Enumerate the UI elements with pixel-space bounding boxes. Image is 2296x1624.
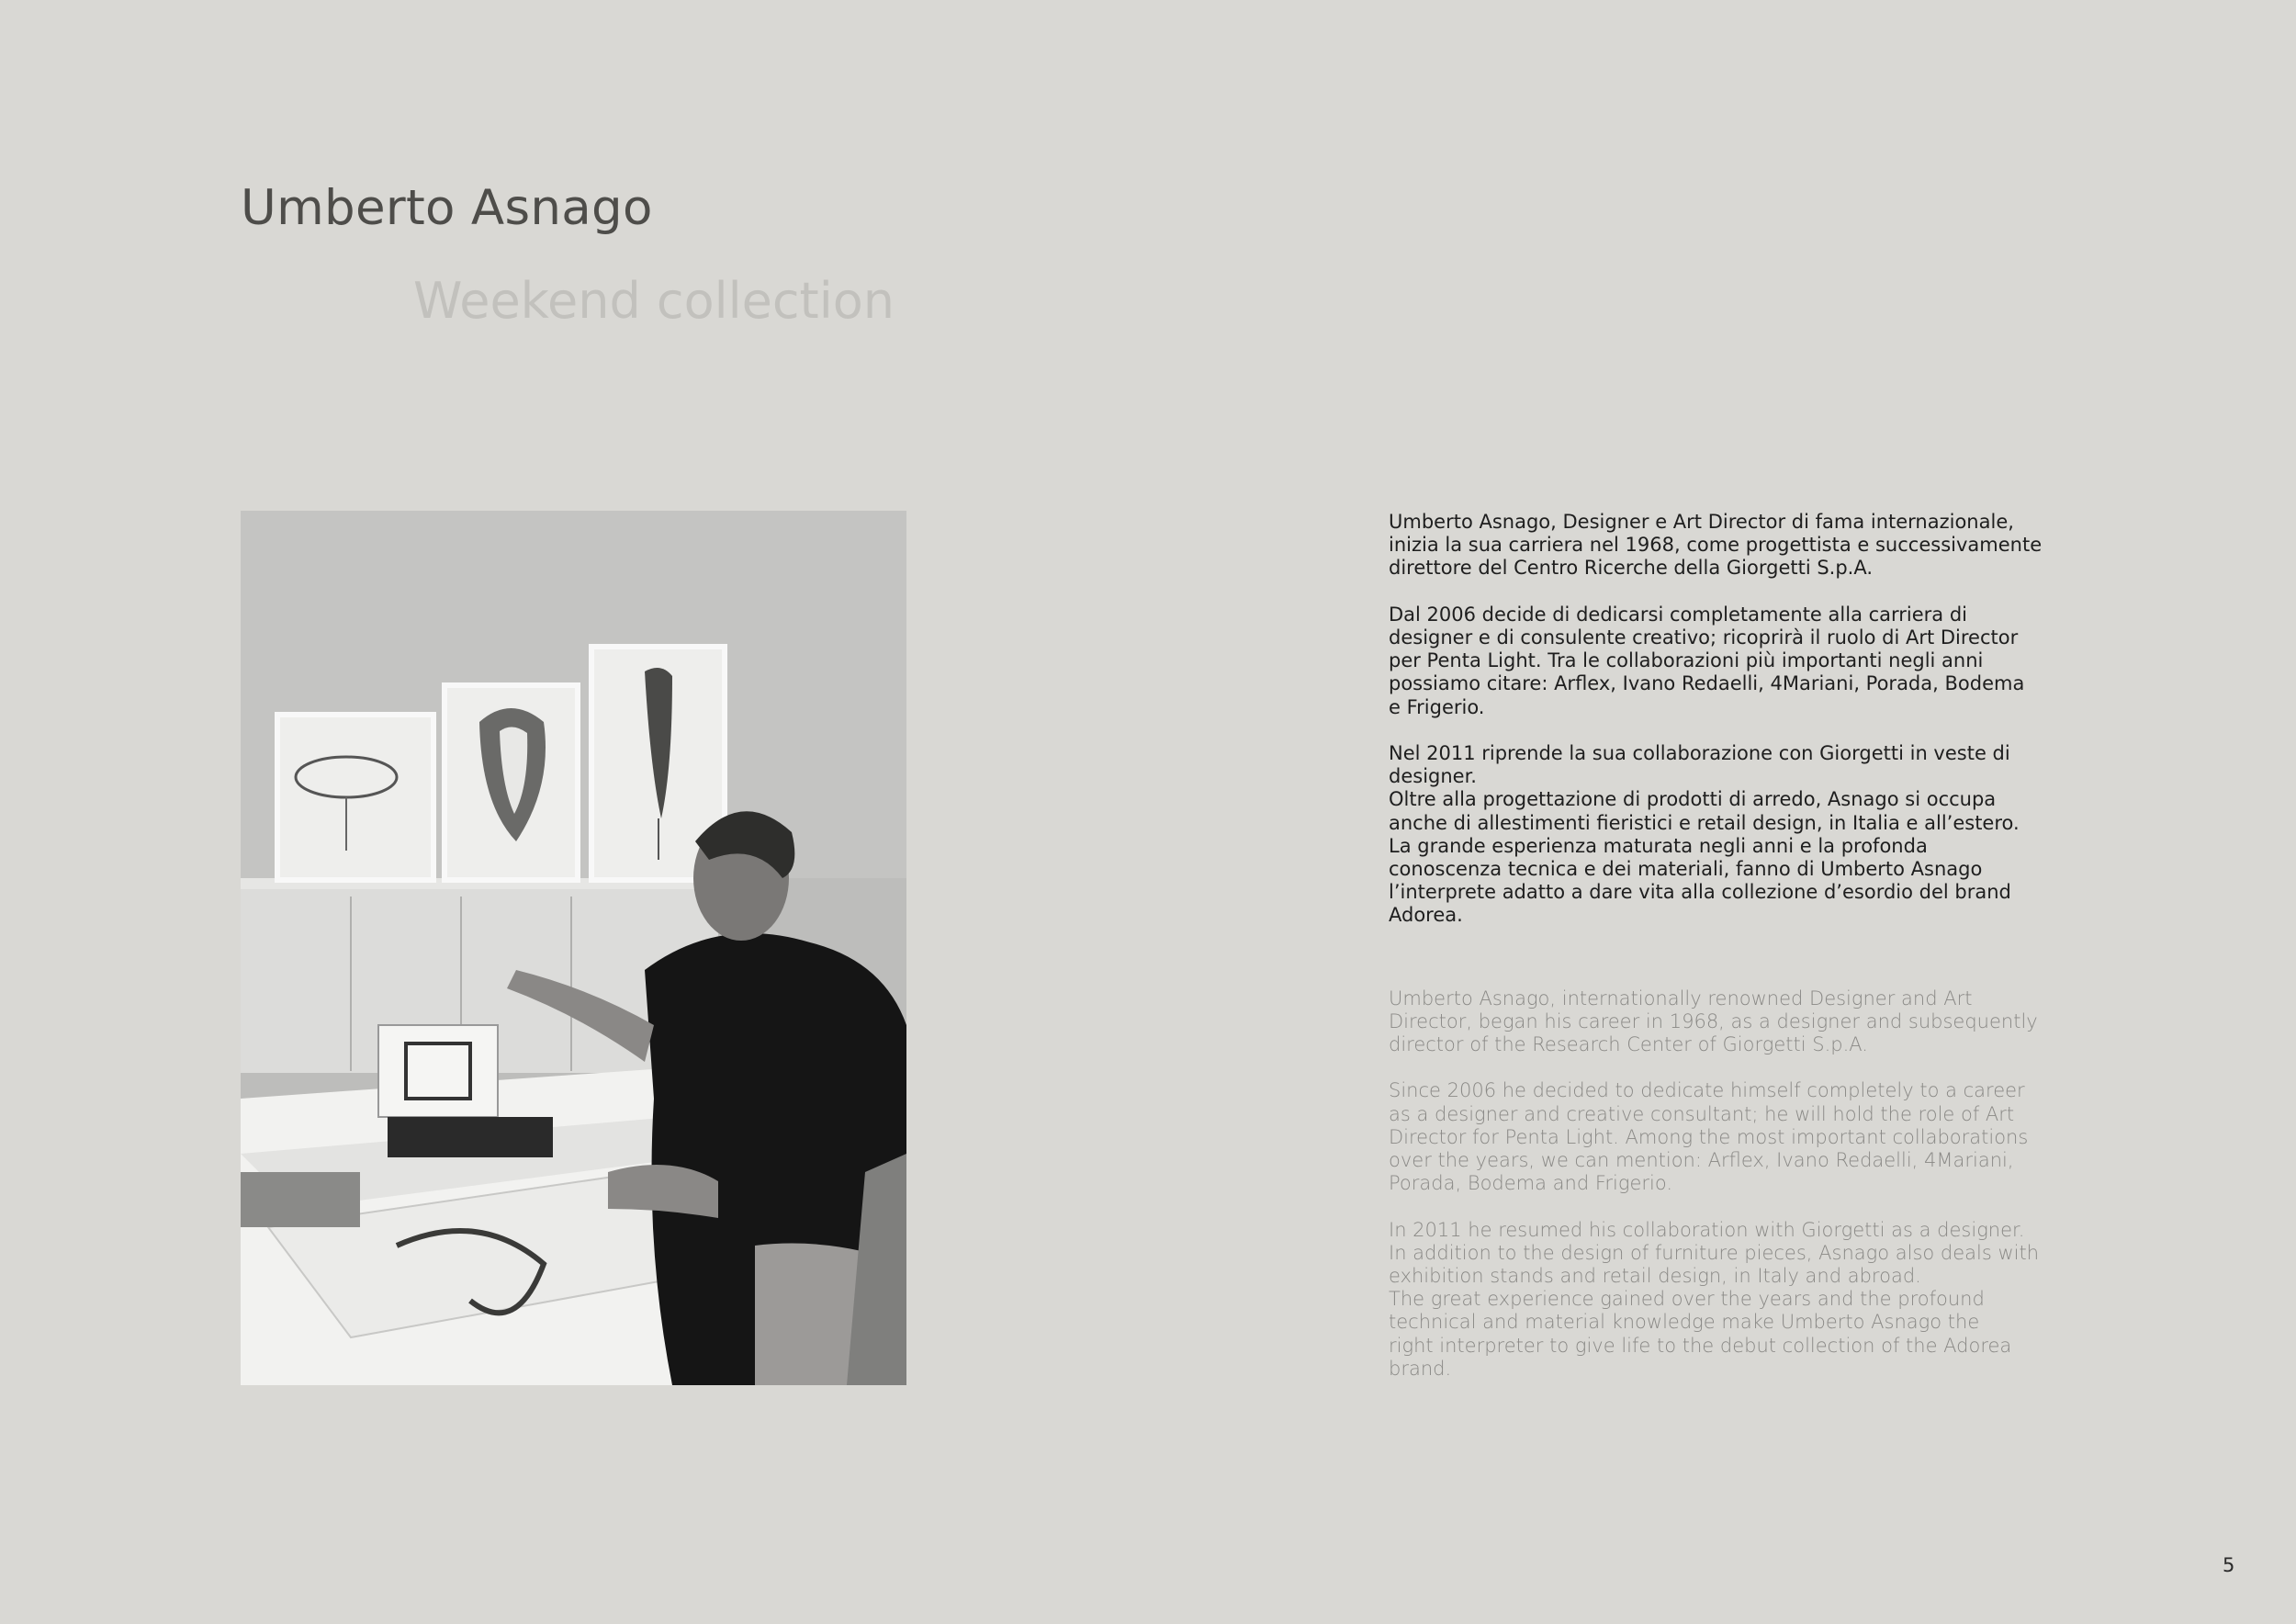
- collection-subtitle: Weekend collection: [413, 272, 895, 330]
- page-number: 5: [2223, 1554, 2235, 1576]
- portrait-illustration: [241, 511, 906, 1385]
- bio-text-column: [1389, 511, 2050, 1381]
- bio-italian-paragraph-2: Dal 2006 decide di dedicarsi completamente alla carriera di designer e di consulente creativo; ricoprirà il ruolo di Art Director per Penta Light. Tra le collaborazioni più importanti negli anni possiamo citare: Arflex, Ivano Redaelli, 4Mariani, Porada, Bodema e Frigerio.: [1389, 603, 2025, 718]
- bio-english-paragraph-3: In 2011 he resumed his collaboration with Giorgetti as a designer. In addition to the design of furniture pieces, Asnago also deals with exhibition stands and retail design, in Italy and abroad. The great experience gained over the years and the profound technical and material knowledge make Umberto Asnago the right interpreter to give life to the debut collection of the Adorea brand.: [1389, 1218, 2040, 1380]
- bio-italian-paragraph-1: Umberto Asnago, Designer e Art Director di fama internazionale, inizia la sua carriera nel 1968, come progettista e successivamente direttore del Centro Ricerche della Giorgetti S.p.A.: [1389, 511, 2043, 580]
- page-title: Umberto Asnago: [241, 180, 653, 236]
- bio-italian-paragraph-3: Nel 2011 riprende la sua collaborazione con Giorgetti in veste di designer. Oltre alla progettazione di prodotti di arredo, Asnago si occupa anche di allestimenti fieristici e retail design, in Italia e all’estero. La grande esperienza maturata negli anni e la profonda conoscenza tecnica e dei materiali, fanno di Umberto Asnago l’interprete adatto a dare vita alla collezione d’esordio del brand Adorea.: [1389, 742, 2020, 927]
- designer-portrait-photo: [241, 511, 906, 1385]
- bio-english-paragraph-1: Umberto Asnago, internationally renowned Designer and Art Director, began his career in 1968, as a designer and subsequently director of the Research Center of Giorgetti S.p.A.: [1389, 987, 2038, 1056]
- bio-english-paragraph-2: Since 2006 he decided to dedicate himself completely to a career as a designer and creative consultant; he will hold the role of Art Director for Penta Light. Among the most important collaborations over the years, we can mention: Arflex, Ivano Redaelli, 4Mariani, Porada, Bodema and Frigerio.: [1389, 1079, 2029, 1195]
